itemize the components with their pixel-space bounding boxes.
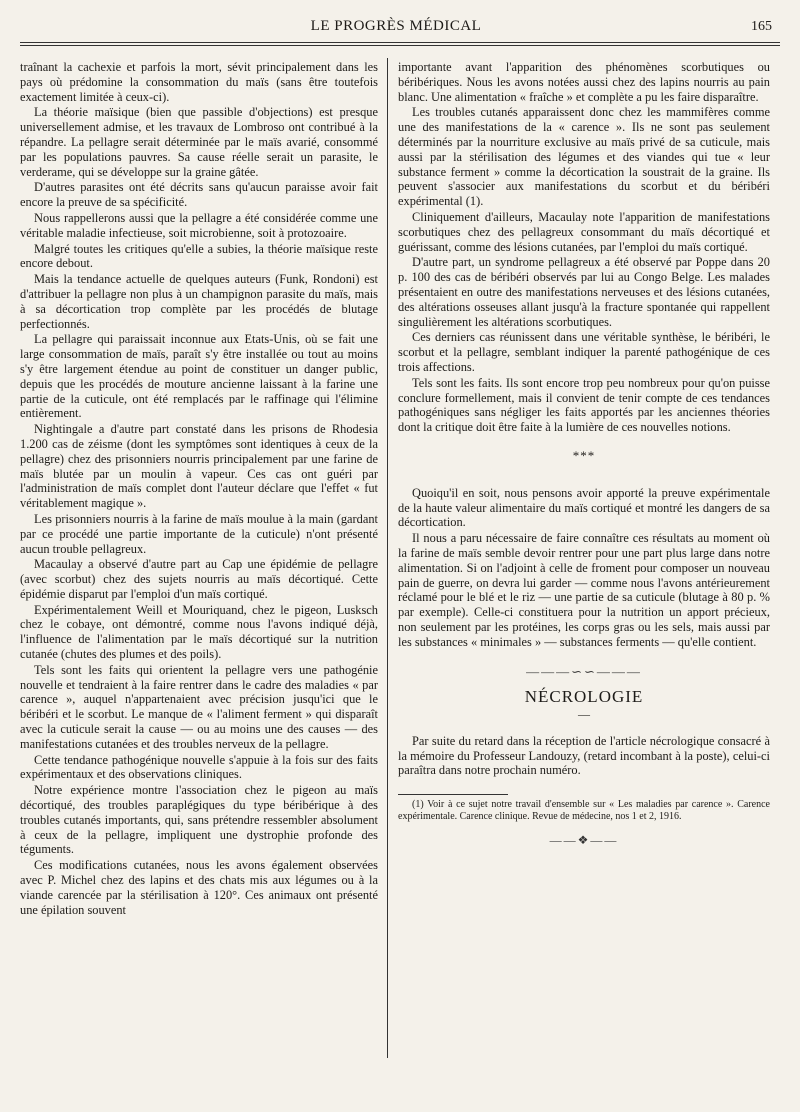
necrologie-paragraph: Par suite du retard dans la réception de l'article nécrologique consacré à la mémoire du Professeur Landouzy, (retard incombant à la poste), celui-ci paraîtra dans notre prochain numéro. (398, 733, 770, 778)
column-divider (387, 58, 388, 1058)
paragraph: D'autres parasites ont été décrits sans qu'aucun paraisse avoir fait encore la preuve de sa spécificité. (20, 180, 378, 210)
paragraph: Cette tendance pathogénique nouvelle s'appuie à la fois sur des faits expérimentaux et des observations cliniques. (20, 752, 378, 782)
section-break-stars: *** (572, 447, 596, 463)
ornamental-rule: ———∽∽——— (526, 664, 642, 680)
running-header (20, 16, 772, 38)
paragraph: D'autre part, un syndrome pellagreux a été observé par Poppe dans 20 p. 100 des cas de béribéri observés par lui au Congo Belge. Les malades présentaient en outre des manifestations nerveuses et des lésions cutanées, des altérations osseuses allant jusqu'à la fracture spontanée qui rappellent singulièrement les altérations scorbutiques. (398, 255, 770, 329)
footnote-rule (398, 794, 508, 795)
page-number: 165 (751, 19, 772, 34)
paragraph: Expérimentalement Weill et Mouriquand, chez le pigeon, Lusksch chez le cobaye, ont démontré, comme nous l'avons indiqué déjà, l'influence de l'alimentation par le maïs décortiqué sur la nutrition cutanée (chutes des plumes et des poils). (20, 602, 378, 662)
paragraph: Les prisonniers nourris à la farine de maïs moulue à la main (gardant par ce procédé une partie importante de la cuticule) n'ont présenté aucun trouble pellagreux. (20, 511, 378, 556)
paragraph: Ces derniers cas réunissent dans une véritable synthèse, le béribéri, le scorbut et la pellagre, semblant indiquer la parenté pathogénique de ces trois affections. (398, 330, 770, 374)
journal-title: LE PROGRÈS MÉDICAL (310, 18, 482, 34)
header-rule-top (20, 42, 780, 43)
paragraph: Quoiqu'il en soit, nous pensons avoir apporté la preuve expérimentale de la haute valeur alimentaire du maïs cortiqué et montré les dangers de sa décortication. (398, 485, 770, 530)
paragraph: Malgré toutes les critiques qu'elle a subies, la théorie maïsique reste encore debout. (20, 241, 378, 271)
paragraph: Les troubles cutanés apparaissent donc chez les mammifères comme une des manifestations de la « carence ». Ils ne sont pas seulement déterminés par la nourriture exclusive au maïs privé de sa cuticule, mais aussi par la stérilisation des légumes et des viandes qui tue « leur substance ferment » comme la décortication la soustrait de la graine. Ils peuvent s'associer aux manifestations du scorbut et du béribéri expérimental (1). (398, 105, 770, 209)
left-column (20, 60, 378, 918)
paragraph: Nightingale a d'autre part constaté dans les prisons de Rhodesia 1.200 cas de zéisme (dont les symptômes sont identiques à ceux de la pellagre) chez des prisonniers nourris principalement par une farine de maïs blutée par un moulin à vapeur. Ces cas ont guéri par l'administration de maïs complet dont l'auteur déclare que l'effet « fut véritablement magique ». (20, 422, 378, 511)
paragraph: Cliniquement d'ailleurs, Macaulay note l'apparition de manifestations scorbutiques chez des pellagreux consommant du maïs décortiqué et guérissant, comme des lésions cutanées, par l'emploi du maïs cortiqué. (398, 209, 770, 254)
header-rule-bottom (20, 45, 780, 46)
paragraph: traînant la cachexie et parfois la mort, sévit principalement dans les pays où prédomine la consommation du maïs (sans être toutefois exactement limitée à ceux-ci). (20, 60, 378, 104)
paragraph: Tels sont les faits. Ils sont encore trop peu nombreux pour qu'on puisse conclure formellement, mais il convient de tenir compte de ces tendances pathogéniques sans négliger les faits apportés par les anciennes théories dont la critique doit être faite à la lumière de ces nouvelles notions. (398, 375, 770, 435)
paragraph: Tels sont les faits qui orientent la pellagre vers une pathogénie nouvelle et tendraient à la faire rentrer dans le cadre des maladies « par carence », auquel n'appartenaient avec précision jusqu'ici que le béribéri et le scorbut. Le manque de « l'aliment ferment » qui disparaît avec la cuticule serait la cause — ou au moins une des causes — des manifestations cutanées et des troubles nerveux de la pellagre. (20, 662, 378, 751)
footnote: (1) Voir à ce sujet notre travail d'ensemble sur « Les maladies par carence ». Carence expérimentale. Carence clinique. Revue de médecine, nos 1 et 2, 1916. (398, 799, 770, 823)
paragraph: Mais la tendance actuelle de quelques auteurs (Funk, Rondoni) est d'attribuer la pellagre non plus à un champignon parasite du maïs, mais à sa décortication trop complète par les procédés de blutage perfectionnés. (20, 272, 378, 331)
paragraph: Notre expérience montre l'association chez le pigeon au maïs décortiqué, des troubles paraplégiques du type béribérique à des troubles cutanés importants, qui, sans prétendre ressembler absolument à ceux de la pellagre, impliquent une dystrophie profonde des téguments. (20, 783, 378, 857)
paragraph: Nous rappellerons aussi que la pellagre a été considérée comme une véritable maladie infectieuse, soit microbienne, soit à protozoaire. (20, 210, 378, 240)
paragraph: Ces modifications cutanées, nous les avons également observées avec P. Michel chez des lapins et des chats mis aux légumes ou à la viande carencée par la stérilisation à 120°. Ces animaux ont présenté une épilation souvent (20, 858, 378, 917)
paragraph: La théorie maïsique (bien que passible d'objections) est presque universellement admise, et les travaux de Lombroso ont contribué à la répandre. La pellagre serait déterminée par le maïs avarié, consommé par les populations pauvres. Sa cause réelle serait un parasite, le verderame, qui se développe sur la graine gâtée. (20, 105, 378, 179)
paragraph: importante avant l'apparition des phénomènes scorbutiques ou béribériques. Nous les avons notées aussi chez des lapins nourris au pain blanc. Une alimentation « fraîche » et complète a pu les faire disparaître. (398, 60, 770, 104)
end-ornament: ——❖—— (549, 833, 619, 848)
necrologie-heading: NÉCROLOGIE (524, 687, 644, 707)
paragraph: La pellagre qui paraissait inconnue aux Etats-Unis, où se fait une large consommation de maïs, paraît s'y être installée ou tout au moins s'y être largement étendue au point de constituer un danger public, depuis que les procédés de mouture ancienne laissant à la farine une partie de la cuticule, ont été remplacés par le raffinage qui l'élimine entièrement. (20, 332, 378, 421)
paragraph: Macaulay a observé d'autre part au Cap une épidémie de pellagre (avec scorbut) chez des sujets nourris au maïs décortiqué. Cette épidémie disparut par l'emploi d'un maïs cortiqué. (20, 557, 378, 601)
heading-dash: — (578, 707, 590, 722)
paragraph: Il nous a paru nécessaire de faire connaître ces résultats au moment où la farine de maïs semble devoir rentrer pour une part plus large dans notre alimentation. Si on l'adjoint à celle de froment pour composer un nouveau pain de guerre, on devra lui garder — comme nous l'avons antérieurement réclamé pour le blé et le riz — une partie de sa cuticule (blutage à 80 p. % par exemple). Celle-ci constituera pour la nutrition un apport précieux, non seulement par les protéines, les corps gras ou les sels, mais aussi par les substances « minimales » — substances ferments — qu'elle contient. (398, 531, 770, 649)
right-column (398, 60, 770, 848)
